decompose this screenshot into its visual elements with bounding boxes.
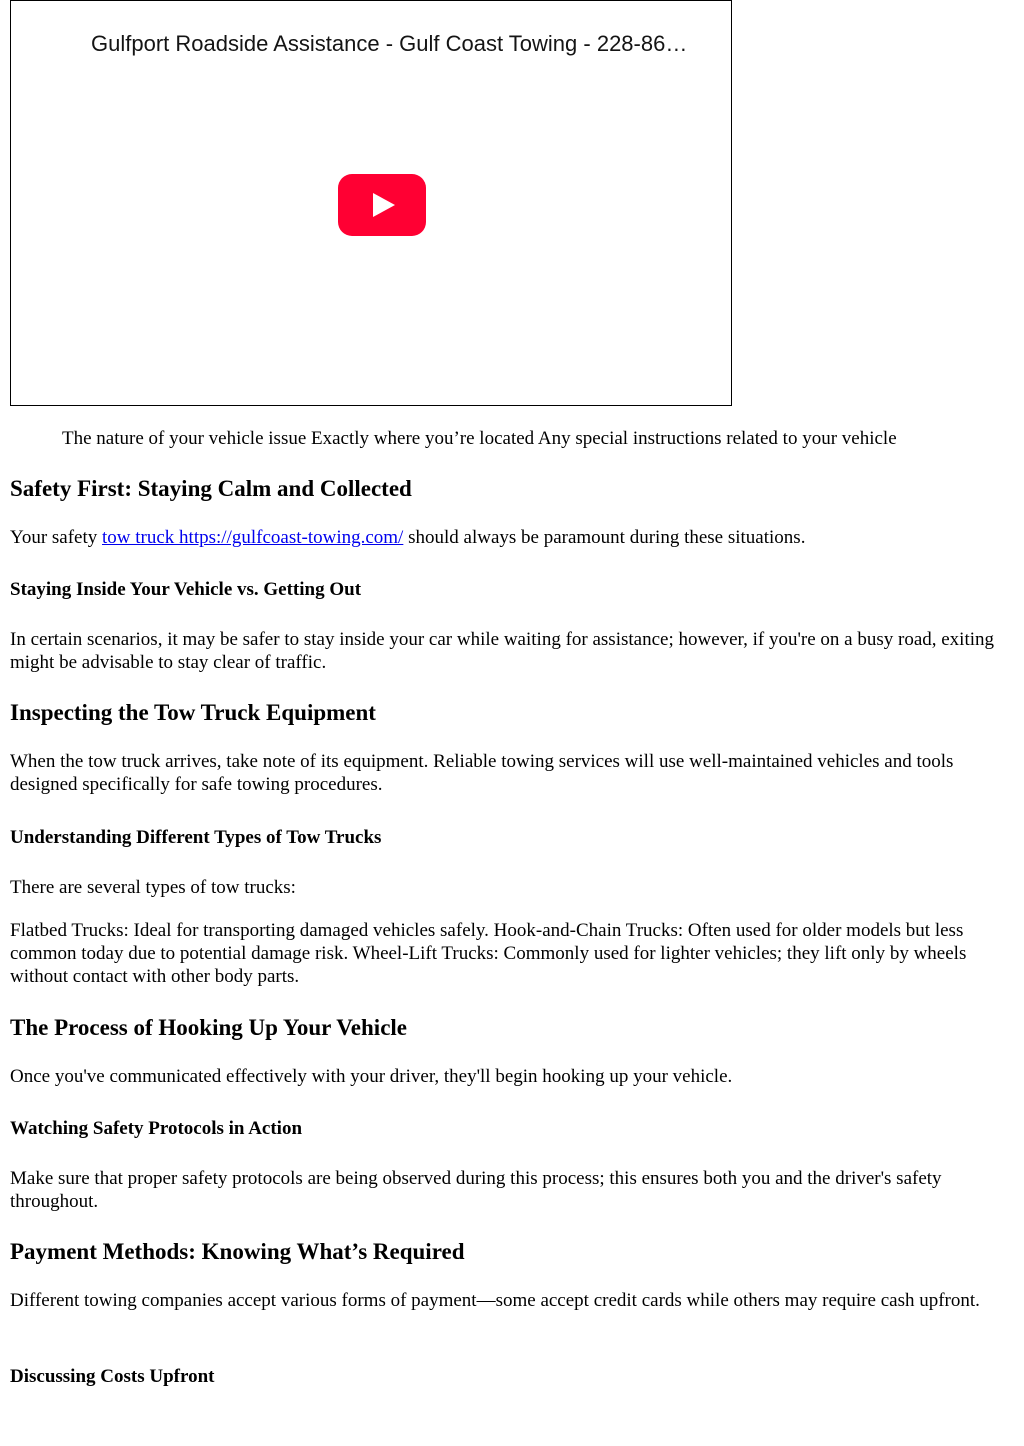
safety-text-before: Your safety (10, 527, 103, 548)
safety-paragraph (10, 526, 1014, 549)
staying-paragraph: In certain scenarios, it may be safer to stay inside your car while waiting for assistance; however, if you're on a busy road, exiting might be advisable to stay clear of traffic. (10, 629, 995, 673)
heading-types-of-tow-trucks: Understanding Different Types of Tow Trucks (10, 827, 382, 848)
heading-watching-protocols: Watching Safety Protocols in Action (10, 1118, 303, 1139)
inspecting-paragraph: When the tow truck arrives, take note of its equipment. Reliable towing services will use well-maintained vehicles and tools designed specifically for safe towing procedures. (10, 751, 954, 795)
payment-paragraph: Different towing companies accept various forms of payment—some accept credit cards while others may require cash upfront. (10, 1290, 980, 1311)
process-paragraph: Once you've communicated effectively with your driver, they'll begin hooking up your vehicle. (10, 1066, 733, 1087)
heading-safety-first: Safety First: Staying Calm and Collected (10, 476, 412, 501)
heading-inspecting: Inspecting the Tow Truck Equipment (10, 700, 376, 725)
heading-staying-inside: Staying Inside Your Vehicle vs. Getting Out (10, 579, 362, 600)
play-button-icon[interactable] (338, 174, 426, 236)
video-embed[interactable] (10, 0, 732, 406)
heading-hooking-process: The Process of Hooking Up Your Vehicle (10, 1015, 407, 1040)
tow-truck-link[interactable]: tow truck https://gulfcoast-towing.com/ (102, 527, 404, 548)
watching-paragraph: Make sure that proper safety protocols are being observed during this process; this ensures both you and the driver's safety throughout. (10, 1168, 942, 1212)
video-title[interactable]: Gulfport Roadside Assistance - Gulf Coast Towing - 228-86… (91, 31, 688, 56)
types-paragraph: Flatbed Trucks: Ideal for transporting damaged vehicles safely. Hook-and-Chain Trucks: Often used for older models but less common today due to potential damage risk. Wheel-Lift Trucks: Commonly used for lighter vehicles; they lift only by wheels without contact with other body parts. (10, 920, 967, 987)
intro-line: The nature of your vehicle issue Exactly where you’re located Any special instructions related to your vehicle (62, 428, 897, 449)
types-intro-paragraph: There are several types of tow trucks: (10, 877, 296, 898)
safety-text-after: should always be paramount during these situations. (403, 527, 806, 548)
heading-payment-methods: Payment Methods: Knowing What’s Required (10, 1239, 465, 1264)
heading-discussing-costs: Discussing Costs Upfront (10, 1366, 215, 1387)
